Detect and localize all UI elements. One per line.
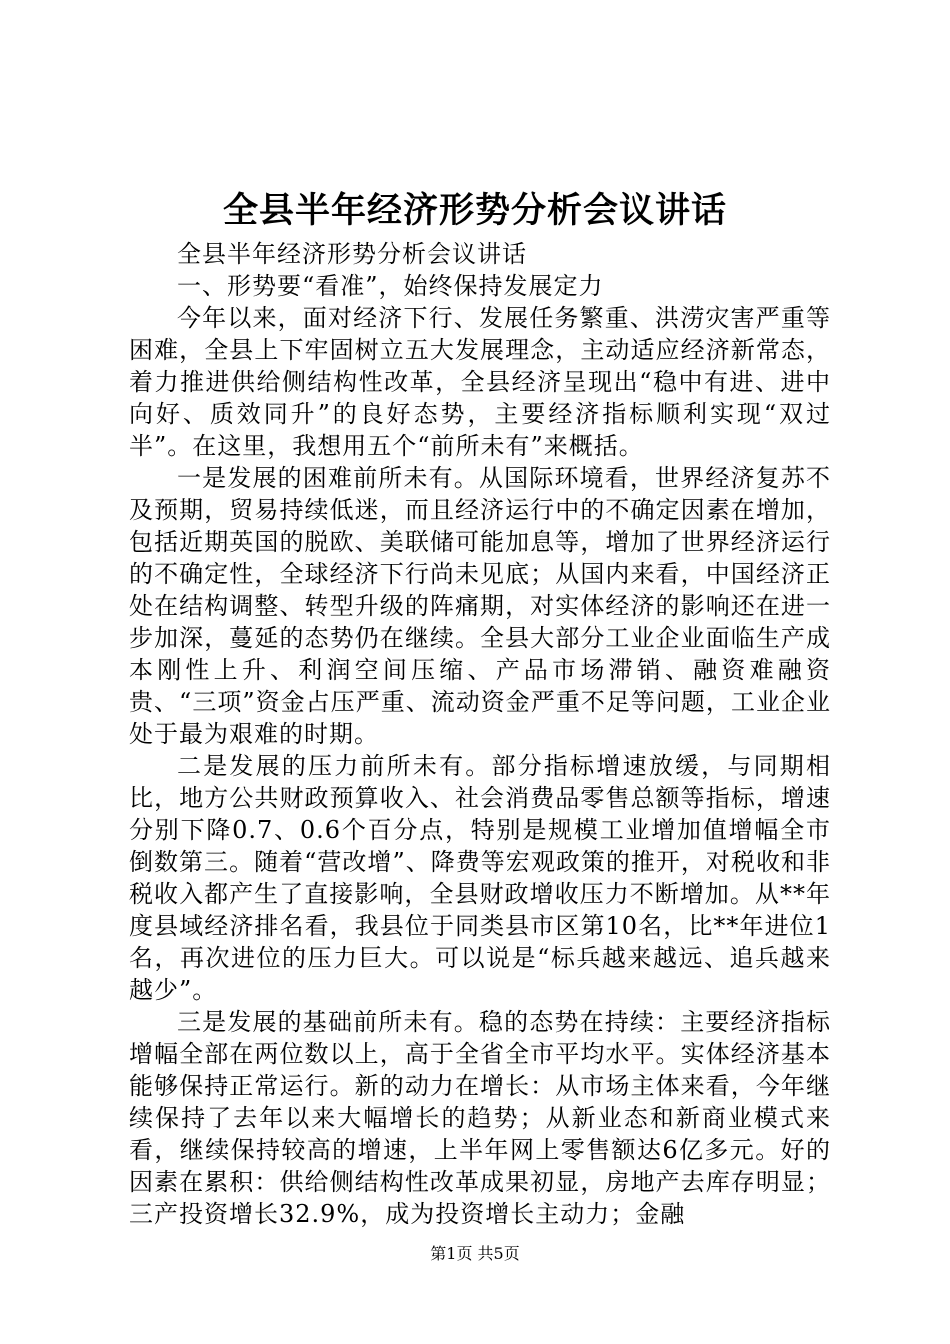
page-number-footer: 第1页 共5页 — [430, 1244, 520, 1263]
paragraph-pressure: 二是发展的压力前所未有。部分指标增速放缓，与同期相比，地方公共财政预算收入、社会消费品零售总额等指标，增速分别下降0.7、0.6个百分点，特别是规模工业增加值增幅全市倒数第三。随着“营改增”、降费等宏观政策的推开，对税收和非税收入都产生了直接影响，全县财政增收压力不断增加。从**年度县域经济排名看，我县位于同类县市区第10名，比**年进位1名，再次进位的压力巨大。可以说是“标兵越来越远、追兵越来越少”。 — [129, 752, 831, 1004]
document-body — [129, 238, 831, 1230]
paragraph-section-heading: 一、形势要“看准”，始终保持发展定力 — [177, 272, 604, 300]
paragraph-difficulty: 一是发展的困难前所未有。从国际环境看，世界经济复苏不及预期，贸易持续低迷，而且经济运行中的不确定因素在增加，包括近期英国的脱欧、美联储可能加息等，增加了世界经济运行的不确定性，全球经济下行尚未见底；从国内来看，中国经济正处在结构调整、转型升级的阵痛期，对实体经济的影响还在进一步加深，蔓延的态势仍在继续。全县大部分工业企业面临生产成本刚性上升、利润空间压缩、产品市场滞销、融资难融资贵、“三项”资金占压严重、流动资金严重不足等问题，工业企业处于最为艰难的时期。 — [129, 464, 831, 748]
paragraph-subtitle: 全县半年经济形势分析会议讲话 — [177, 240, 527, 268]
document-title: 全县半年经济形势分析会议讲话 — [222, 190, 727, 231]
paragraph-foundation: 三是发展的基础前所未有。稳的态势在持续：主要经济指标增幅全部在两位数以上，高于全省全市平均水平。实体经济基本能够保持正常运行。新的动力在增长：从市场主体来看，今年继续保持了去年以来大幅增长的趋势；从新业态和新商业模式来看，继续保持较高的增速，上半年网上零售额达6亿多元。好的因素在累积：供给侧结构性改革成果初显，房地产去库存明显；三产投资增长32.9%，成为投资增长主动力；金融 — [129, 1008, 831, 1228]
paragraph-overview: 今年以来，面对经济下行、发展任务繁重、洪涝灾害严重等困难，全县上下牢固树立五大发展理念，主动适应经济新常态，着力推进供给侧结构性改革，全县经济呈现出“稳中有进、进中向好、质效同升”的良好态势，主要经济指标顺利实现“双过半”。在这里，我想用五个“前所未有”来概括。 — [129, 304, 831, 460]
